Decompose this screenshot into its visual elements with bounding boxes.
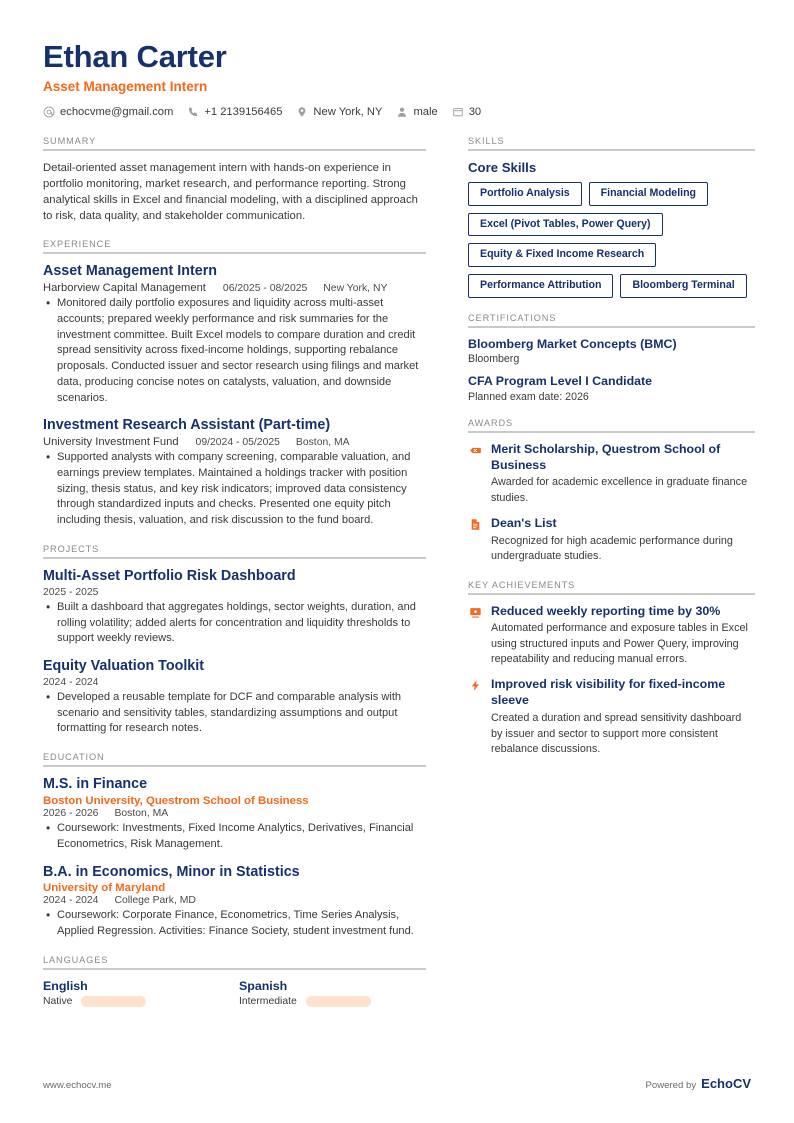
project-bullets (43, 600, 426, 647)
monitor-icon (468, 604, 482, 621)
achievement-item (468, 677, 755, 757)
education-meta (43, 808, 426, 819)
phone-icon (187, 106, 199, 118)
person-icon (396, 106, 408, 118)
contact-phone (187, 106, 282, 118)
contact-email-value: echocvme@gmail.com (60, 106, 174, 119)
skill-chip: Performance Attribution (468, 274, 613, 298)
footer-brand-name: EchoCV (701, 1076, 751, 1091)
award-item (468, 516, 755, 565)
section-projects (43, 544, 426, 737)
achievement-title: Reduced weekly reporting time by 30% (491, 603, 721, 618)
contact-email (43, 106, 173, 118)
right-column (468, 136, 755, 772)
experience-meta (43, 436, 426, 448)
education-entry (43, 776, 426, 852)
experience-title: Asset Management Intern (43, 263, 217, 280)
section-rule (43, 149, 426, 151)
experience-dates: 09/2024 - 05/2025 (195, 437, 280, 449)
skill-chip: Bloomberg Terminal (620, 274, 746, 298)
education-entry (43, 864, 426, 940)
project-meta (43, 677, 426, 688)
education-bullets (43, 908, 426, 940)
education-meta (43, 895, 426, 906)
education-location: College Park, MD (114, 895, 196, 907)
language-item (239, 979, 435, 1007)
resume-columns (43, 136, 755, 1022)
certificate-document-icon (468, 516, 482, 533)
section-label-languages: LANGUAGES (43, 954, 109, 965)
bullet-item: • Coursework: Investments, Fixed Income Analytics, Derivatives, Financial Econometrics, Risk Management. (57, 821, 426, 853)
section-education (43, 752, 426, 940)
candidate-headline: Asset Management Intern (43, 79, 208, 95)
contact-age (452, 106, 481, 118)
experience-location: Boston, MA (295, 437, 350, 449)
education-degree: M.S. in Finance (43, 776, 148, 793)
experience-org: Harborview Capital Management (43, 282, 206, 295)
section-label-key-achievements: KEY ACHIEVEMENTS (468, 579, 576, 590)
project-title: Multi-Asset Portfolio Risk Dashboard (43, 567, 296, 584)
certification-item (468, 374, 755, 403)
language-level: Intermediate (239, 995, 297, 1007)
section-label-projects: PROJECTS (43, 543, 100, 554)
contact-phone-value: +1 2139156465 (204, 106, 283, 119)
section-rule (468, 431, 755, 433)
contact-gender-value: male (413, 106, 438, 119)
achievement-description: Created a duration and spread sensitivity dashboard by issuer and sector to support more consistent rebalance discussions. (491, 712, 742, 755)
award-body (491, 516, 755, 565)
languages-grid (43, 979, 426, 1007)
section-certifications (468, 313, 755, 403)
resume-content (43, 40, 755, 1022)
award-title: Merit Scholarship, Questrom School of Business (491, 441, 721, 472)
experience-location: New York, NY (323, 283, 388, 295)
skills-group-title: Core Skills (468, 160, 537, 176)
education-location: Boston, MA (114, 808, 169, 820)
project-title: Equity Valuation Toolkit (43, 658, 204, 675)
certification-name: CFA Program Level I Candidate (468, 374, 653, 389)
section-rule (468, 149, 755, 151)
section-rule (43, 557, 426, 559)
achievement-description: Automated performance and exposure tables in Excel using structured inputs and Power Query, improving repeatability and reducing manual errors. (491, 622, 748, 666)
experience-bullets (43, 450, 426, 529)
bullet-item: • Coursework: Corporate Finance, Econometrics, Time Series Analysis, Applied Regression. Activities: Finance Society, student investment fund. (57, 908, 426, 940)
section-label-education: EDUCATION (43, 752, 105, 763)
contact-row (43, 106, 755, 118)
award-tag-icon (468, 442, 482, 459)
section-rule (468, 326, 755, 328)
achievement-body (491, 677, 755, 757)
section-experience (43, 239, 426, 529)
summary-text: Detail-oriented asset management intern with hands-on experience in portfolio monitoring, market research, and performance reporting. Strong analytical skills in Excel and financial modeling, with a disciplined approach to risk, data quality, and stakeholder communication. (43, 162, 418, 223)
page-footer (43, 1076, 751, 1091)
lightning-bolt-icon (468, 677, 482, 694)
certification-name: Bloomberg Market Concepts (BMC) (468, 336, 677, 351)
language-item (43, 979, 239, 1007)
skill-chip: Portfolio Analysis (468, 182, 582, 206)
education-dates: 2026 - 2026 (43, 808, 99, 820)
project-dates: 2025 - 2025 (43, 586, 99, 598)
section-key-achievements (468, 580, 755, 758)
section-label-certifications: CERTIFICATIONS (468, 312, 557, 323)
bullet-item: • Built a dashboard that aggregates holdings, sector weights, duration, and rolling volatility; added alerts for concentration and liquidity thresholds to support weekly reviews. (57, 600, 426, 647)
experience-bullets (43, 296, 426, 406)
language-proficiency-bar (306, 996, 371, 1007)
experience-dates: 06/2025 - 08/2025 (222, 283, 308, 295)
language-proficiency-bar (81, 996, 146, 1007)
certification-item (468, 337, 755, 366)
section-label-summary: SUMMARY (43, 136, 97, 147)
award-title: Dean's List (491, 516, 557, 531)
skill-chip: Financial Modeling (589, 182, 708, 206)
language-name: English (43, 978, 88, 993)
skill-chip: Equity & Fixed Income Research (468, 243, 656, 267)
candidate-name: Ethan Carter (43, 39, 227, 74)
section-label-experience: EXPERIENCE (43, 239, 112, 250)
experience-org: University Investment Fund (43, 436, 179, 449)
footer-powered-by-label: Powered by (645, 1080, 697, 1091)
achievement-item (468, 604, 755, 668)
section-rule (468, 593, 755, 595)
education-school: Boston University, Questrom School of Business (43, 795, 309, 808)
location-icon (296, 106, 308, 118)
project-entry (43, 658, 426, 737)
skill-chip: Excel (Pivot Tables, Power Query) (468, 213, 663, 237)
achievement-title: Improved risk visibility for fixed-income sleeve (491, 677, 726, 708)
experience-entry (43, 263, 426, 406)
calendar-icon (452, 106, 464, 118)
experience-title: Investment Research Assistant (Part-time) (43, 417, 331, 434)
experience-meta (43, 282, 426, 294)
project-entry (43, 568, 426, 647)
contact-location (296, 106, 382, 118)
language-row (239, 996, 435, 1007)
section-skills (468, 136, 755, 298)
bullet-item: • Monitored daily portfolio exposures and liquidity across multi-asset accounts; prepared weekly performance and risk summaries for the investment committee. Built Excel models to compare duration and credit spread sensitivity across fixed-income holdings, supporting rebalance proposals. Conducted issuer and sector research using filings and market data, producing concise notes on catalysts, valuation, and downside scenarios. (57, 296, 426, 406)
bullet-item: • Supported analysts with company screening, comparable valuation, and earnings preview templates. Maintained a holdings tracker with position sizing, thesis status, and key risk indicators; improved data consistency through standardized inputs and checks. Presented one equity pitch including thesis, valuation, and risk discussion to the fund board. (57, 450, 426, 529)
certification-issuer: Bloomberg (468, 353, 520, 366)
certification-issuer: Planned exam date: 2026 (468, 390, 589, 403)
contact-location-value: New York, NY (313, 106, 383, 119)
section-label-awards: AWARDS (468, 417, 514, 428)
section-summary (43, 136, 426, 224)
education-degree: B.A. in Economics, Minor in Statistics (43, 863, 300, 880)
contact-age-value: 30 (468, 106, 482, 119)
section-label-skills: SKILLS (468, 136, 505, 147)
project-bullets (43, 690, 426, 737)
bullet-item: • Developed a reusable template for DCF and comparable analysis with scenario and sensitivity tables, standardizing assumptions and output formatting for research notes. (57, 690, 426, 737)
section-languages (43, 955, 426, 1007)
education-dates: 2024 - 2024 (43, 895, 99, 907)
email-icon (43, 106, 55, 118)
section-awards (468, 418, 755, 565)
project-dates: 2024 - 2024 (43, 676, 99, 688)
resume-header (43, 40, 755, 118)
education-bullets (43, 821, 426, 853)
experience-entry (43, 417, 426, 529)
section-rule (43, 968, 426, 970)
language-row (43, 996, 239, 1007)
left-column (43, 136, 426, 1022)
section-rule (43, 252, 426, 254)
award-body (491, 442, 755, 506)
language-level: Native (43, 995, 73, 1007)
footer-brand (645, 1076, 751, 1091)
footer-website[interactable]: www.echocv.me (43, 1080, 112, 1091)
skill-chip-list (468, 182, 755, 298)
section-rule (43, 765, 426, 767)
contact-gender (396, 106, 437, 118)
award-description: Awarded for academic excellence in graduate finance studies. (491, 476, 748, 504)
language-name: Spanish (239, 978, 288, 993)
award-description: Recognized for high academic performance during undergraduate studies. (491, 534, 733, 563)
project-meta (43, 587, 426, 598)
achievement-body (491, 604, 755, 668)
award-item (468, 442, 755, 506)
education-school: University of Maryland (43, 882, 166, 895)
